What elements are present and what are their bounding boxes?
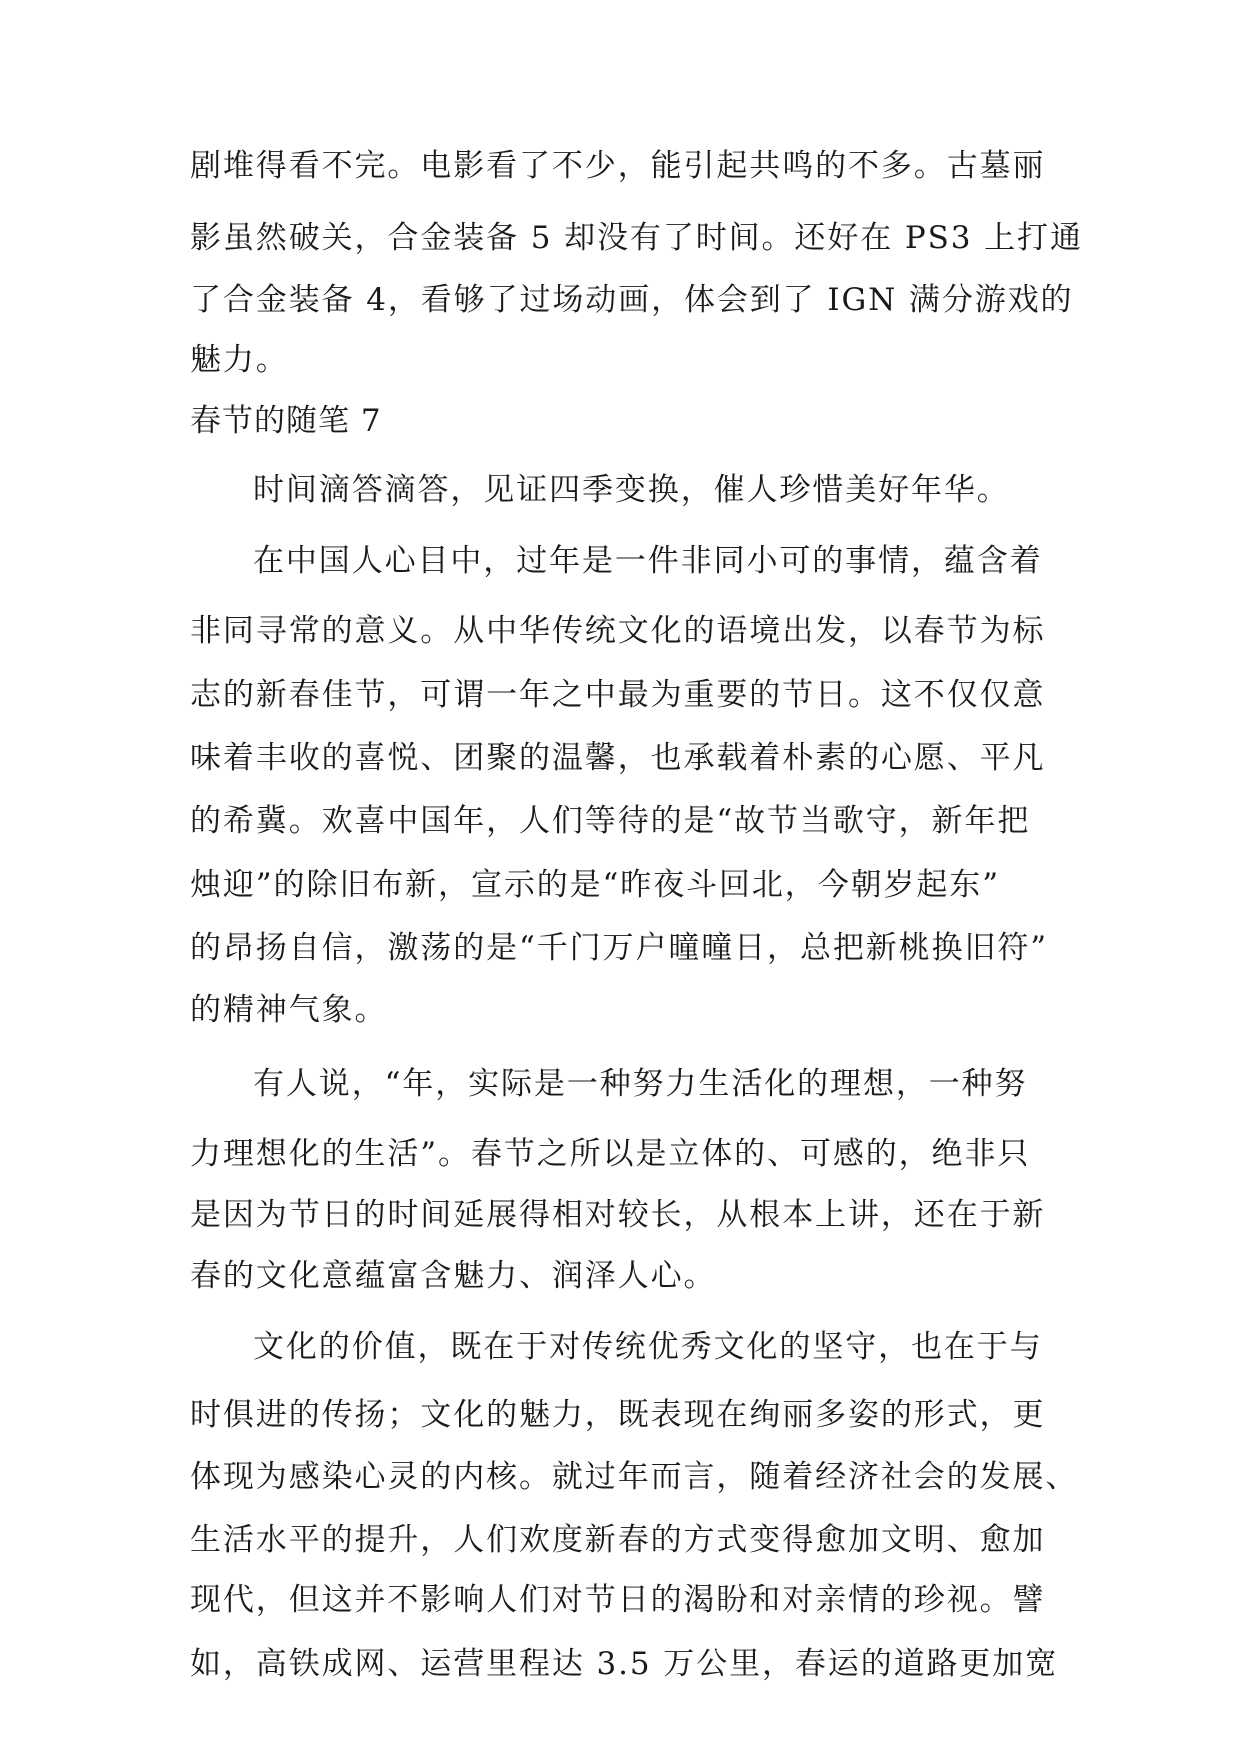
- text-line: 现代，但这并不影响人们对节日的渴盼和对亲情的珍视。譬: [190, 1582, 1046, 1618]
- text-line: 的希冀。欢喜中国年，人们等待的是“故节当歌守，新年把: [190, 803, 1031, 839]
- text-line: 味着丰收的喜悦、团聚的温馨，也承载着朴素的心愿、平凡: [190, 740, 1046, 776]
- text-line: 魅力。: [190, 342, 289, 378]
- text-line: 的精神气象。: [190, 992, 388, 1028]
- text-line: 是因为节日的时间延展得相对较长，从根本上讲，还在于新: [190, 1197, 1046, 1233]
- text-line: 春的文化意蕴富含魅力、润泽人心。: [190, 1258, 717, 1294]
- text-line: 志的新春佳节，可谓一年之中最为重要的节日。这不仅仅意: [190, 677, 1046, 713]
- text-line: 的昂扬自信，激荡的是“千门万户曈曈日，总把新桃换旧符”: [190, 930, 1048, 966]
- text-line: 影虽然破关，合金装备 5 却没有了时间。还好在 PS3 上打通: [190, 220, 1083, 256]
- text-line: 非同寻常的意义。从中华传统文化的语境出发，以春节为标: [190, 613, 1046, 649]
- text-line: 时俱进的传扬；文化的魅力，既表现在绚丽多姿的形式，更: [190, 1397, 1046, 1433]
- text-line: 剧堆得看不完。电影看了不少，能引起共鸣的不多。古墓丽: [190, 148, 1046, 184]
- text-line: 烛迎”的除旧布新，宣示的是“昨夜斗回北，今朝岁起东”: [190, 867, 1000, 903]
- text-line: 时间滴答滴答，见证四季变换，催人珍惜美好年华。: [253, 472, 1010, 508]
- text-line: 了合金装备 4，看够了过场动画，体会到了 IGN 满分游戏的: [190, 282, 1074, 318]
- text-line: 生活水平的提升，人们欢度新春的方式变得愈加文明、愈加: [190, 1522, 1046, 1558]
- text-line: 文化的价值，既在于对传统优秀文化的坚守，也在于与: [253, 1329, 1043, 1365]
- text-line: 如，高铁成网、运营里程达 3.5 万公里，春运的道路更加宽: [190, 1646, 1059, 1682]
- section-heading: 春节的随笔 7: [190, 403, 382, 439]
- text-line: 在中国人心目中，过年是一件非同小可的事情，蕴含着: [253, 543, 1043, 579]
- text-line: 有人说，“年，实际是一种努力生活化的理想，一种努: [253, 1066, 1028, 1102]
- text-line: 体现为感染心灵的内核。就过年而言，随着经济社会的发展、: [190, 1459, 1079, 1495]
- text-line: 力理想化的生活”。春节之所以是立体的、可感的，绝非只: [190, 1136, 1031, 1172]
